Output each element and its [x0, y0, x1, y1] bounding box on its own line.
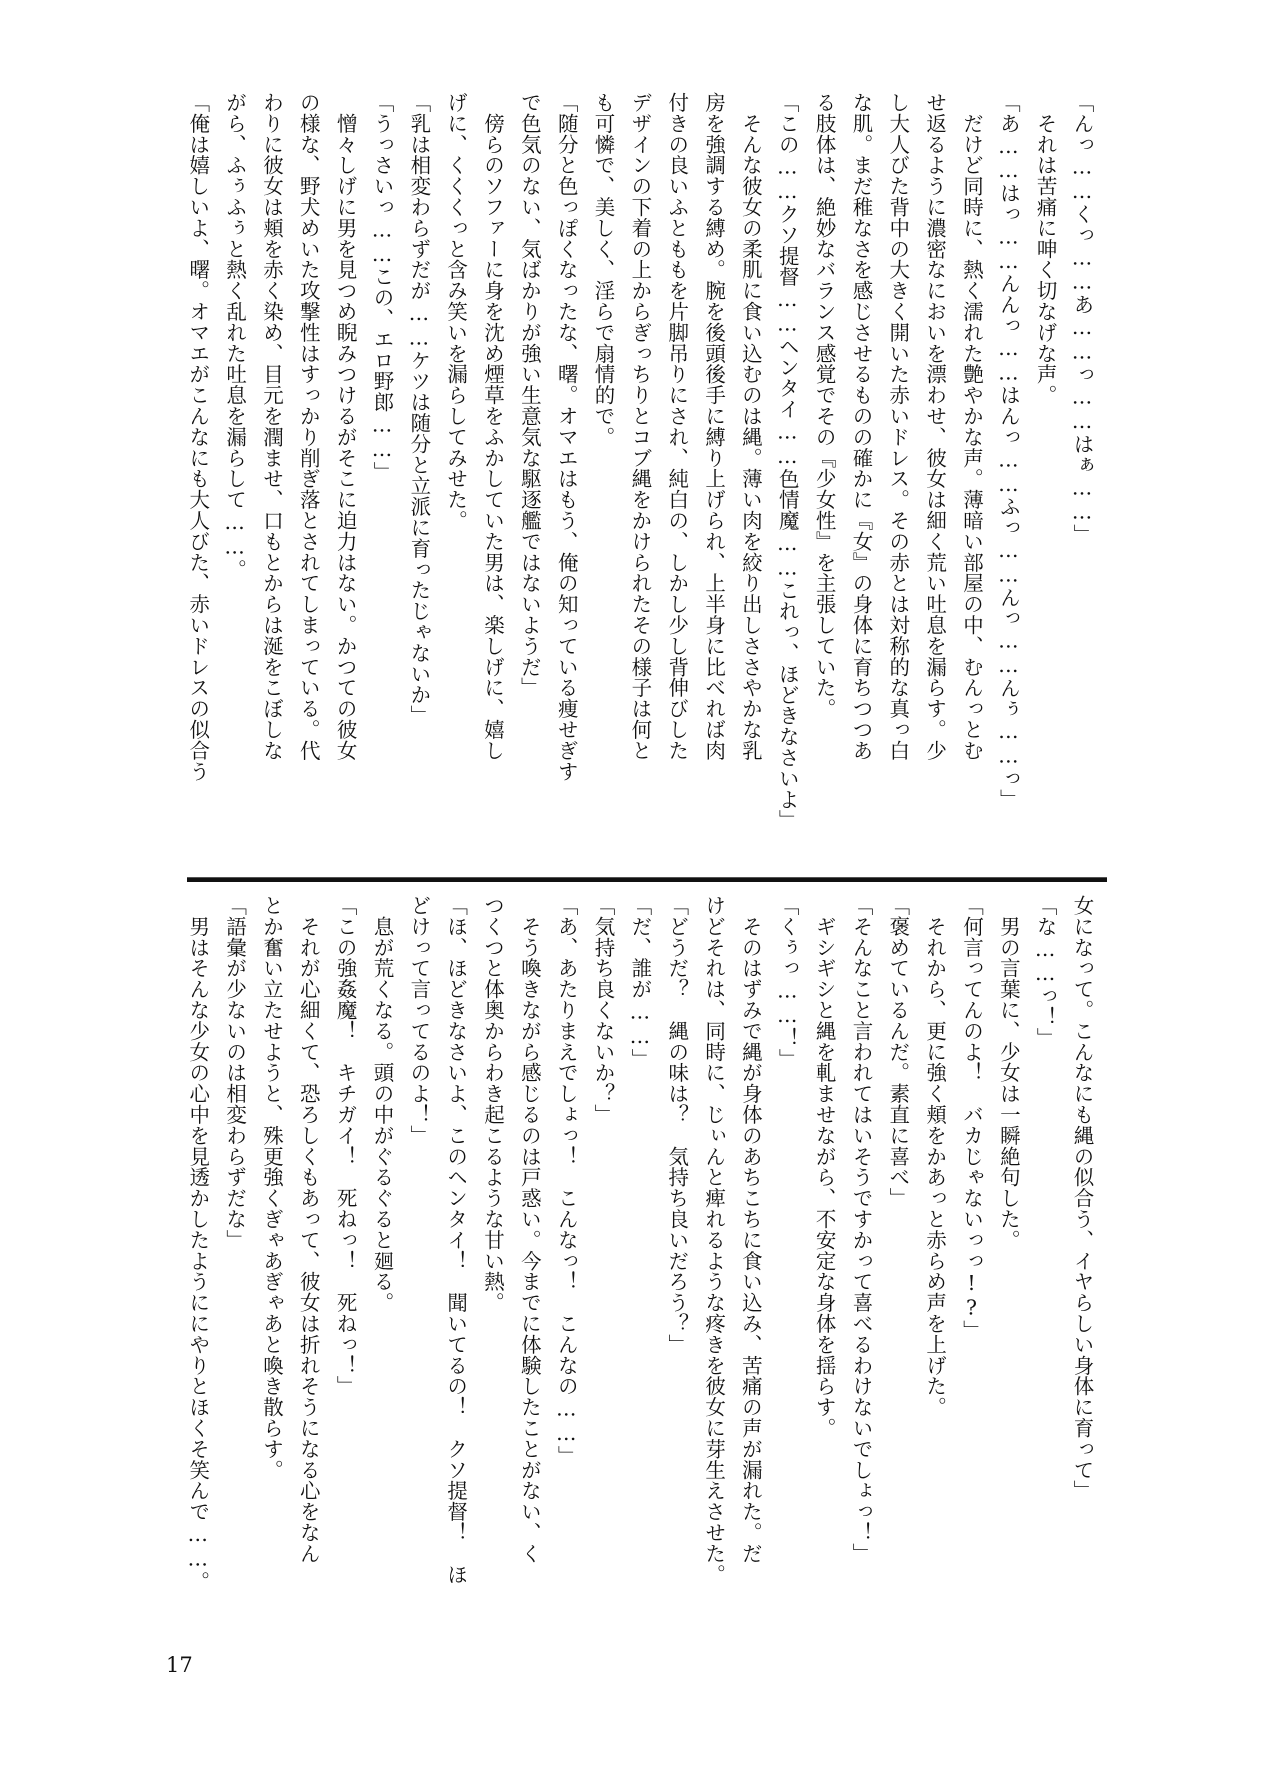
text-column: 付きの良いふとももを片脚吊りにされ、純白の、しかし少し背伸びした [664, 92, 689, 761]
text-column: とか奮い立たせようと、殊更強くぎゃあぎゃあと喚き散らす。 [259, 895, 284, 1481]
text-column: わりに彼女は頬を赤く染め、目元を潤ませ、口もとからは涎をこぼしな [259, 92, 284, 761]
text-column: 房を強調する縛め。腕を後頭後手に縛り上げられ、上半身に比べれば肉 [701, 92, 726, 761]
text-column: 男の言葉に、少女は一瞬絶句した。 [996, 895, 1021, 1251]
text-column: 「語彙が少ないのは相変わらずだな」 [222, 895, 247, 1251]
text-column: 「気持ち良くないか？」 [591, 895, 616, 1125]
text-column: 「何言ってんのよ！ バカじゃないっっ!?」 [959, 895, 984, 1341]
text-column: ギシギシと縄を軋ませながら、不安定な身体を揺らす。 [812, 895, 837, 1439]
text-column: 「あ……はっ……んんっ……はんっ……ふっ……んっ……んぅ……っ」 [996, 92, 1021, 810]
text-column: つくつと体奥からわき起こるような甘い熱。 [480, 895, 505, 1313]
text-column: 「んっ……くっ……あ……っ……はぁ……」 [1070, 92, 1094, 545]
text-column: 「ほ、ほどきなさいよ、このヘンタイ！ 聞いてるの！ クソ提督！ ほ [443, 895, 468, 1585]
text-column: けどそれは、同時に、じぃんと痺れるような疼きを彼女に芽生えさせた。 [701, 895, 726, 1585]
text-column: 傍らのソファーに身を沈め煙草をふかしていた男は、楽しげに、嬉し [480, 92, 505, 761]
text-column: そんな彼女の柔肌に食い込むのは縄。薄い肉を絞り出しささやかな乳 [738, 92, 763, 761]
text-column: だけど同時に、熱く濡れた艶やかな声。薄暗い部屋の中、むんっとむ [959, 92, 984, 761]
text-column: 「褒めているんだ。素直に喜べ」 [885, 895, 910, 1209]
top-text-block [180, 92, 1100, 850]
text-column: がら、ふぅふぅと熱く乱れた吐息を漏らして……。 [222, 92, 247, 580]
text-column: で色気のない、気ばかりが強い生意気な駆逐艦ではないようだ」 [517, 92, 542, 699]
text-column: 女になって。こんなにも縄の似合う、イヤらしい身体に育って」 [1070, 895, 1094, 1502]
text-column: の様な、野犬めいた攻撃性はすっかり削ぎ落とされてしまっている。代 [296, 92, 321, 761]
text-column: 憎々しげに男を見つめ睨みつけるがそこに迫力はない。かつての彼女 [333, 92, 358, 761]
text-column: 男はそんな少女の心中を見透かしたようににやりとほくそ笑んで……。 [185, 895, 210, 1592]
text-column: 「随分と色っぽくなったな、曙。オマエはもう、俺の知っている痩せぎす [554, 92, 579, 782]
text-column: 「そんなこと言われてはいそうですかって喜べるわけないでしょっ！」 [848, 895, 873, 1564]
text-column: 「どうだ？ 縄の味は？ 気持ち良いだろう？」 [664, 895, 689, 1355]
text-column: それが心細くて、恐ろしくもあって、彼女は折れそうになる心をなん [296, 895, 321, 1564]
text-column: デザインの下着の上からぎっちりとコブ縄をかけられたその様子は何と [627, 92, 652, 761]
text-column: 「乳は相変わらずだが……ケツは随分と立派に育ったじゃないか」 [406, 92, 431, 726]
bottom-text-block [180, 895, 1100, 1650]
text-column: 「だ、誰が……」 [627, 895, 652, 1070]
text-column: 「あ、あたりまえでしょっ！ こんなっ！ こんなの……」 [554, 895, 579, 1467]
text-column: どけって言ってるのよ！」 [406, 895, 431, 1146]
text-column: 息が荒くなる。頭の中がぐるぐると廻る。 [369, 895, 394, 1313]
text-column: せ返るように濃密なにおいを漂わせ、彼女は細く荒い吐息を漏らす。少 [922, 92, 947, 761]
text-column: それは苦痛に呻く切なげな声。 [1033, 92, 1058, 406]
text-column: げに、くくくっと含み笑いを漏らしてみせた。 [443, 92, 468, 531]
text-column: 「な……っ！」 [1033, 895, 1058, 1049]
text-column: 「この強姦魔！ キチガイ！ 死ねっ！ 死ねっ！」 [333, 895, 358, 1397]
page-number: 17 [166, 1653, 193, 1677]
text-column: る肢体は、絶妙なバランス感覚でその『少女性』を主張していた。 [812, 92, 837, 719]
section-divider [187, 877, 1107, 882]
text-column: 「うっさいっ……この、エロ野郎……」 [369, 92, 394, 483]
text-column: 「俺は嬉しいよ、曙。オマエがこんなにも大人びた、赤いドレスの似合う [185, 92, 210, 782]
text-column: それから、更に強く頬をかあっと赤らめ声を上げた。 [922, 895, 947, 1418]
text-column: な肌。まだ稚なさを感じさせるものの確かに『女』の身体に育ちつつあ [848, 92, 873, 761]
text-column: も可憐で、美しく、淫らで扇情的で。 [591, 92, 616, 448]
text-column: し大人びた背中の大きく開いた赤いドレス。その赤とは対称的な真っ白 [885, 92, 910, 761]
text-column: そのはずみで縄が身体のあちこちに食い込み、苦痛の声が漏れた。だ [738, 895, 763, 1564]
text-column: そう喚きながら感じるのは戸惑い。今までに体験したことがない、く [517, 895, 542, 1564]
text-column: 「くぅっ……！」 [775, 895, 800, 1070]
text-column: 「この……クソ提督……ヘンタイ……色情魔……これっ、ほどきなさいよ」 [775, 92, 800, 831]
